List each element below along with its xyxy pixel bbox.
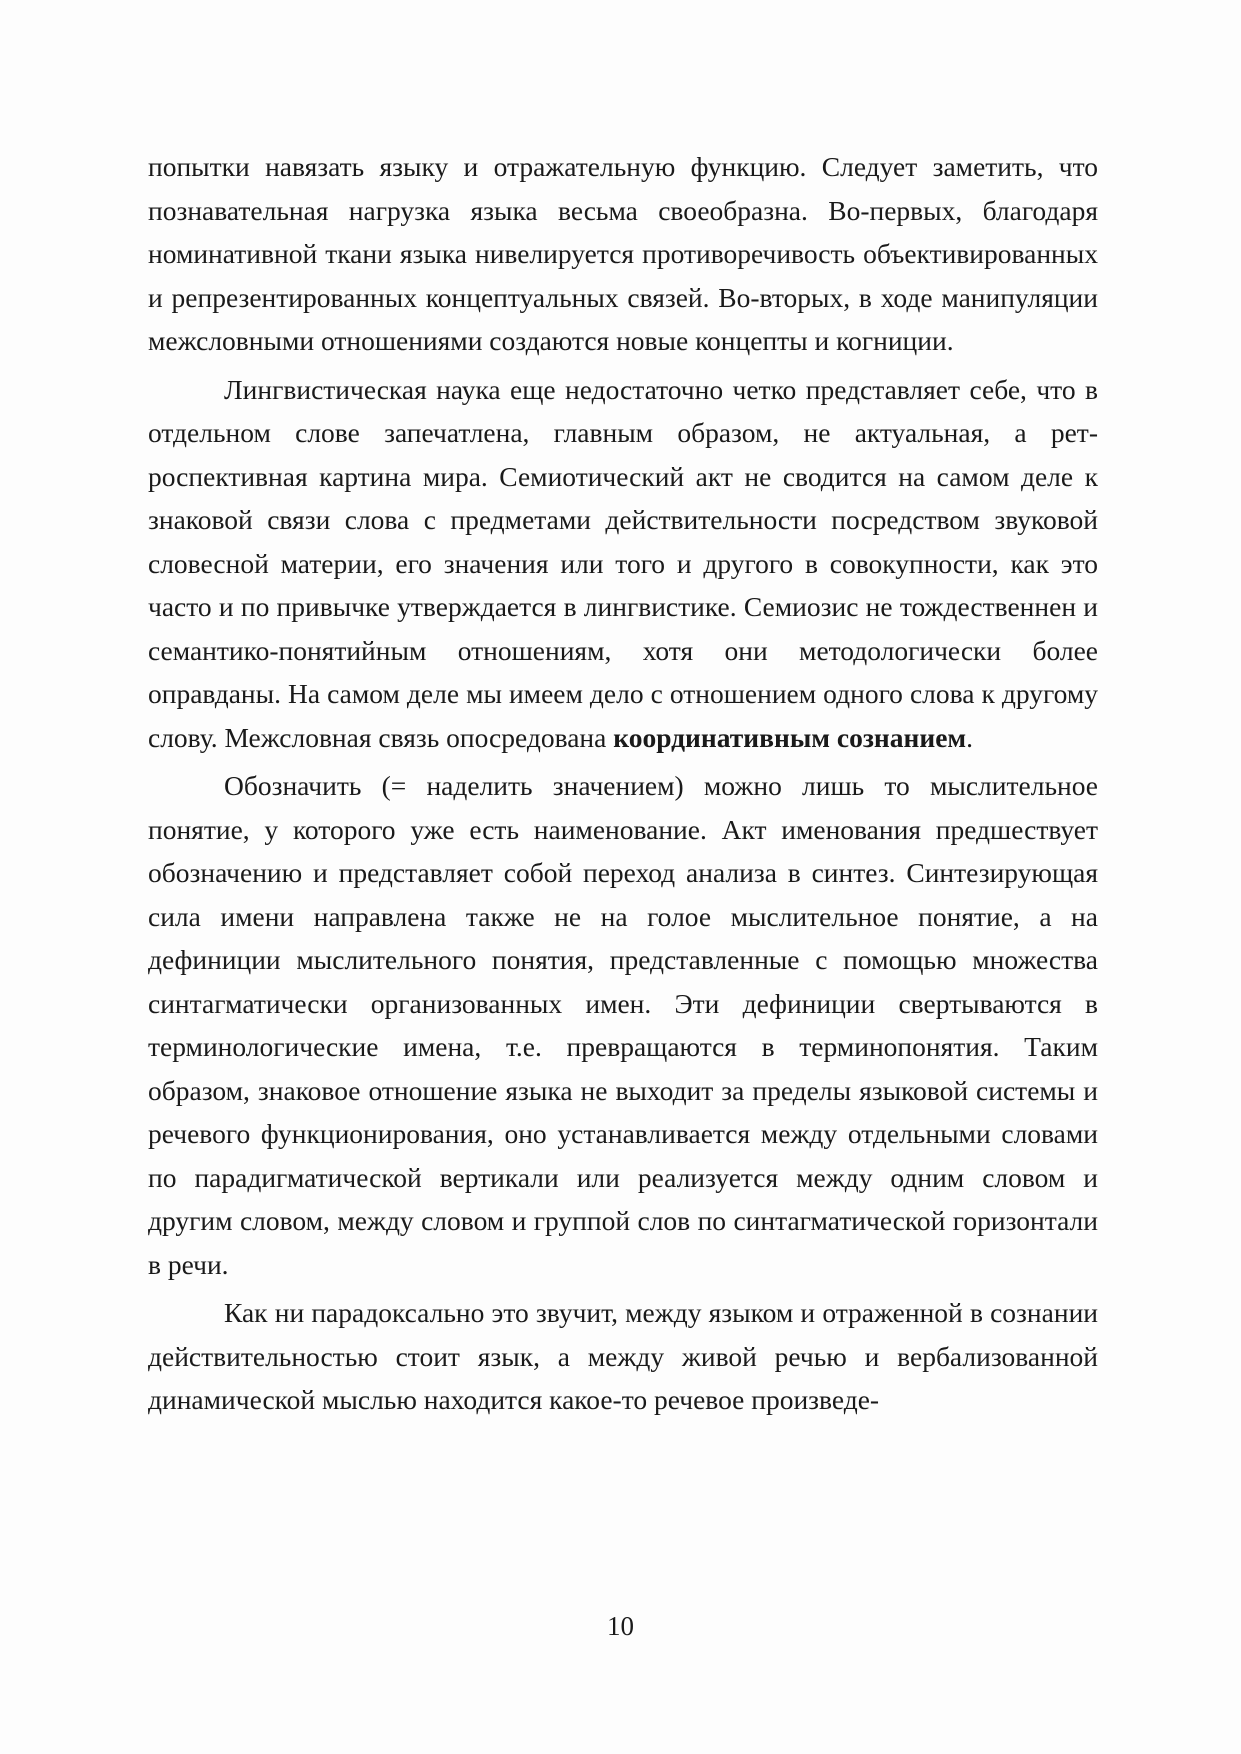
- paragraph-1: попытки навязать языку и отражательную функцию. Следует заметить, что познавательная нагрузка языка весьма своеобразна. Во-первых, благодаря номинативной ткани языка нивелируется противоречивость объективированных и репрезентированных концептуальных связей. Во-вторых, в ходе манипуляции межсловными отношениями создаются новые концепты и когниции.: [148, 151, 1098, 356]
- page-number: 10: [607, 1611, 634, 1641]
- paragraph-2-bold-term: координативным сознанием: [613, 721, 967, 753]
- paragraph-3: Обозначить (= наделить значением) можно лишь то мыслительное понятие, у которого уже есть наименование. Акт именования предшествует обозначению и представляет собой переход анализа в синтез. Синтезирующая сила имени направлена также не на голое мыслительное понятие, а на дефиниции мыслительного понятия, представленные с помощью множества синтагматически организованных имен. Эти дефиниции свертываются в терминологические имена, т.е. превращаются в терминопонятия. Таким образом, знаковое отношение языка не выходит за пределы языковой системы и речевого функционирования, оно устанавливается между отдельными словами по парадигматической вертикали или реализуется между одним словом и другим словом, между словом и группой слов по синтагматической горизонтали в речи.: [148, 770, 1098, 1280]
- paragraph-2-text: Лингвистическая наука еще недостаточно четко представляет себе, что в отдельном слове запечатлена, главным образом, не актуальная, а ретроспективная картина мира. Семиотический акт не сводится на самом деле к знаковой связи слова с предметами действительности посредством звуковой словесной материи, его значения или того и другого в совокупности, как это часто и по привычке утверждается в лингвистике. Семиозис не тождественнен и семантико-понятийным отношениям, хотя они методологически более оправданы. На самом деле мы имеем дело с отношением одного слова к другому слову. Межсловная связь опосредована: [148, 373, 1098, 753]
- paragraph-4: Как ни парадоксально это звучит, между языком и отраженной в сознании действительностью стоит язык, а между живой речью и вербализованной динамической мыслью находится какое-то речевое произведе-: [148, 1297, 1098, 1415]
- paragraph-2-end: .: [966, 721, 974, 753]
- body-text: [148, 145, 1098, 1422]
- paragraph-2: [148, 368, 1098, 760]
